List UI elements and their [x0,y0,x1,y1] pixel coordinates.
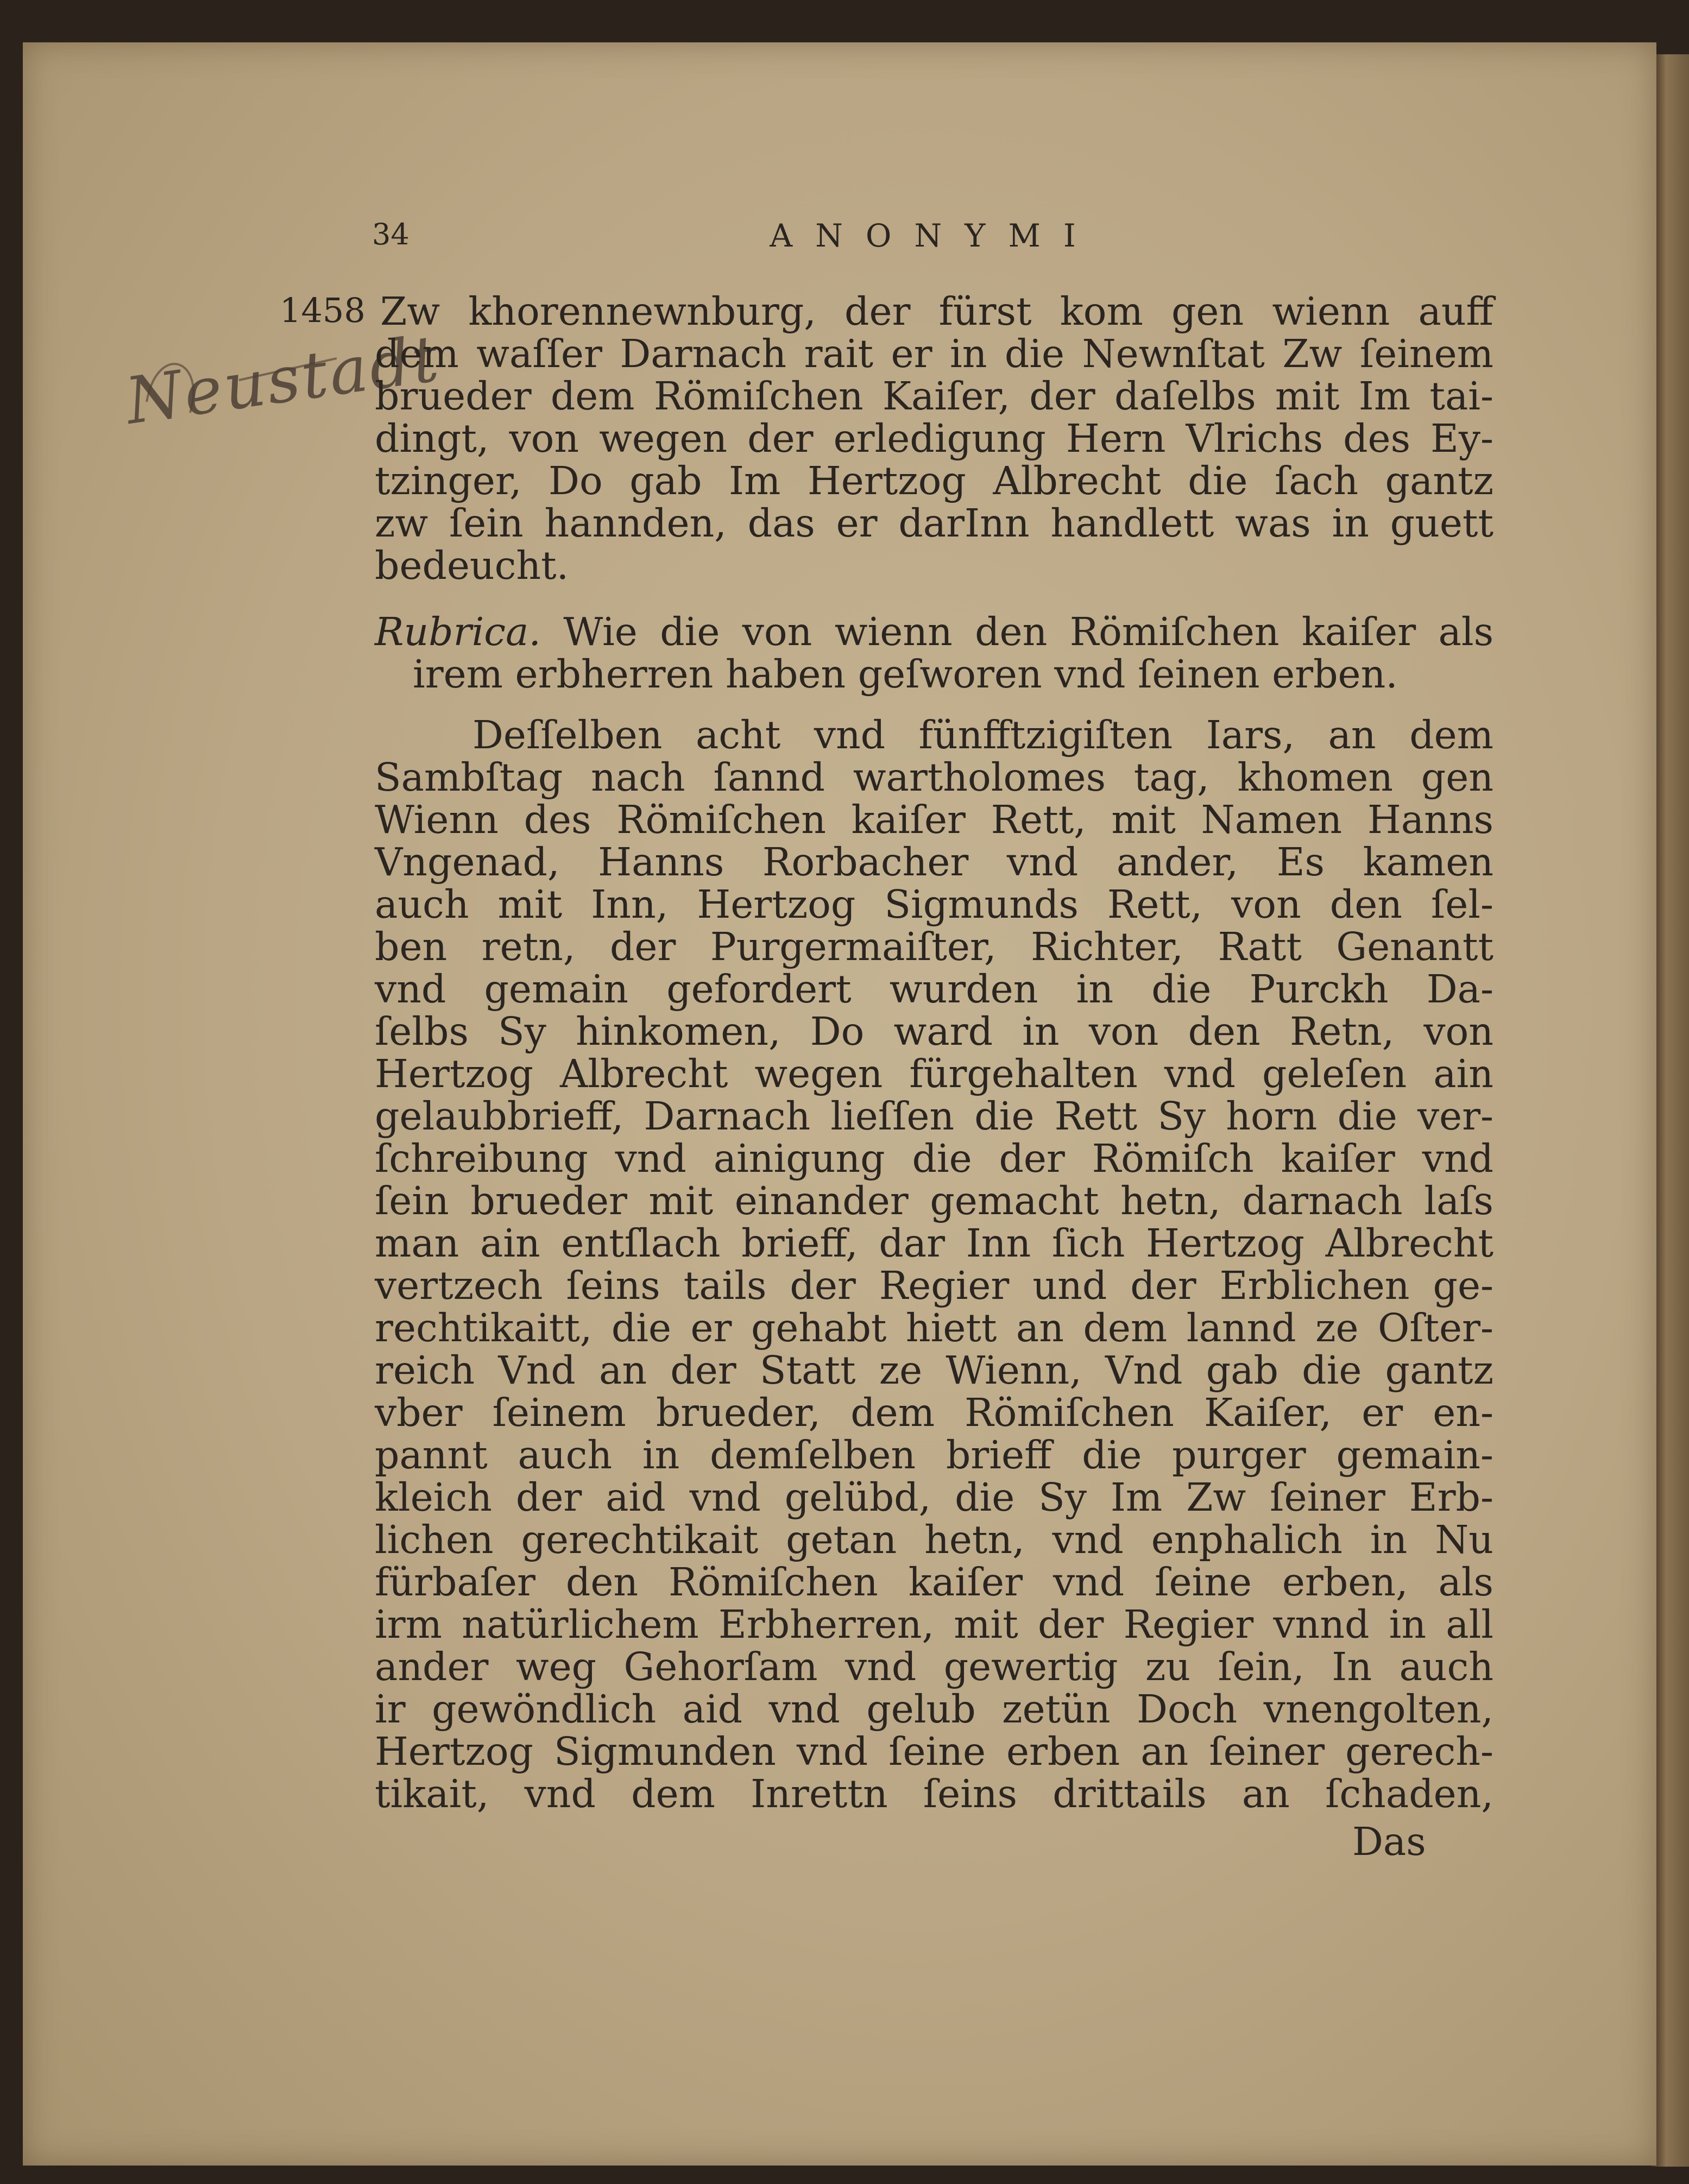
text-line: vertzech ſeins tails der Regier und der Erblichen ge- [375,1263,1493,1308]
text-line: brueder dem Römiſchen Kaiſer, der daſelbs mit Im tai- [375,374,1493,419]
text-line: fürbaſer den Römiſchen kaiſer vnd ſeine erben, als [375,1560,1493,1605]
rubric-label: Rubrica. [375,609,541,654]
margin-year: 1458 [280,291,365,330]
rubric-heading [375,611,1493,696]
text-line: bedeucht. [375,543,569,588]
paragraph-1 [375,291,1493,587]
text-line: ſchreibung vnd ainigung die der Römiſch kaiſer vnd [375,1136,1493,1181]
rubric-line: irem erbherren haben geſworen vnd ſeinen erben. [413,652,1398,697]
text-line: man ain entſlach brieff, dar Inn ſich Hertzog Albrecht [375,1221,1493,1266]
text-line: tikait, vnd dem Inrettn ſeins drittails an ſchaden, [375,1771,1493,1816]
text-line: vber ſeinem brueder, dem Römiſchen Kaiſer, er en- [375,1390,1493,1435]
text-line: ſein brueder mit einander gemacht hetn, darnach laſs [375,1178,1493,1223]
text-line: rechtikaitt, die er gehabt hiett an dem lannd ze Oſter- [375,1305,1493,1350]
text-line: Vngenad, Hanns Rorbacher vnd ander, Es kamen [375,839,1493,885]
handwritten-margin-note [109,320,445,451]
text-line: dem waſſer Darnach rait er in die Newnſtat Zw ſeinem [375,331,1493,376]
text-line: pannt auch in demſelben brieff die purger gemain- [375,1432,1493,1478]
text-line: ir gewöndlich aid vnd gelub zetün Doch vnengolten, [375,1687,1493,1732]
text-line: dingt, von wegen der erledigung Hern Vlrichs des Ey- [375,416,1493,461]
text-line: ander weg Gehorſam vnd gewertig zu ſein, In auch [375,1644,1493,1689]
rubric-text: Wie die von wienn den Römiſchen kaiſer als [563,609,1494,654]
paragraph-2 [375,714,1493,1815]
text-line: Sambſtag nach ſannd wartholomes tag, khomen gen [375,755,1493,800]
text-line: zw ſein hannden, das er darInn handlett was in guett [375,501,1493,546]
text-line: ſelbs Sy hinkomen, Do ward in von den Retn, von [375,1009,1493,1054]
text-line: auch mit Inn, Hertzog Sigmunds Rett, von den ſel- [375,882,1493,927]
text-line: Hertzog Sigmunden vnd ſeine erben an ſeiner gerech- [375,1729,1493,1774]
text-line: tzinger, Do gab Im Hertzog Albrecht die ſach gantz [375,458,1493,503]
text-line: Deſſelben acht vnd fünfftzigiſten Iars, an dem [472,712,1493,758]
text-line: gelaubbrieff, Darnach lieſſen die Rett Sy horn die ver- [375,1094,1493,1139]
margin-note-text: Neustadt [121,320,445,439]
text-line: kleich der aid vnd gelübd, die Sy Im Zw ſeiner Erb- [375,1475,1493,1520]
text-line: Hertzog Albrecht wegen fürgehalten vnd geleſen ain [375,1051,1493,1096]
page-number: 34 [372,217,409,251]
text-line: ben retn, der Purgermaiſter, Richter, Ratt Genantt [375,924,1493,969]
text-line: vnd gemain gefordert wurden in die Purckh Da- [375,967,1493,1012]
text-line: irm natürlichem Erbherren, mit der Regier vnnd in all [375,1602,1493,1647]
adjacent-page-edge [1651,54,1689,2167]
rubric-line [375,611,1493,653]
text-line: reich Vnd an der Statt ze Wienn, Vnd gab die gantz [375,1348,1493,1393]
text-line: lichen gerechtikait getan hetn, vnd enphalich in Nu [375,1517,1493,1562]
catchword: Das [1352,1819,1426,1864]
running-title: ANONYMI [770,217,1099,254]
text-line: Zw khorennewnburg, der fürst kom gen wienn auff [380,289,1493,334]
text-line: Wienn des Römiſchen kaiſer Rett, mit Namen Hanns [375,797,1493,842]
page-header [372,217,1496,261]
